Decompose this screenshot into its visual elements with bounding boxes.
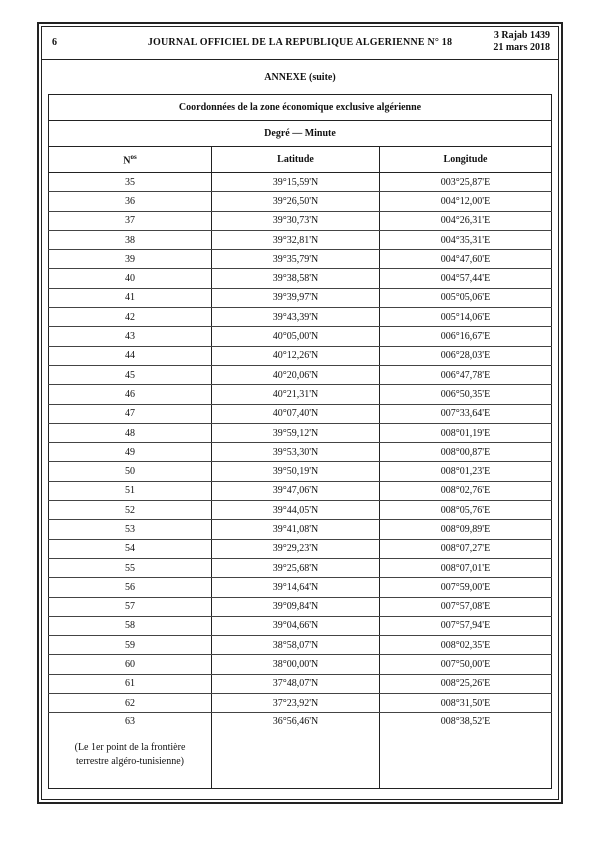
cell-longitude: 003°25,87'E bbox=[380, 173, 552, 192]
column-header-number-label: N bbox=[123, 155, 131, 167]
border-point-note bbox=[49, 741, 211, 769]
table-row bbox=[49, 597, 552, 616]
cell-latitude: 37°23,92'N bbox=[212, 694, 380, 713]
cell-longitude: 007°33,64'E bbox=[380, 404, 552, 423]
table-row bbox=[49, 385, 552, 404]
cell-number: 46 bbox=[49, 385, 212, 404]
cell-latitude: 40°20,06'N bbox=[212, 365, 380, 384]
cell-number: 44 bbox=[49, 346, 212, 365]
cell-longitude: 005°05,06'E bbox=[380, 288, 552, 307]
coordinates-table bbox=[48, 94, 552, 789]
cell-latitude: 39°30,73'N bbox=[212, 211, 380, 230]
cell-longitude: 004°47,60'E bbox=[380, 250, 552, 269]
cell-longitude: 005°14,06'E bbox=[380, 308, 552, 327]
cell-longitude: 007°57,08'E bbox=[380, 597, 552, 616]
cell-number: 49 bbox=[49, 443, 212, 462]
table-row bbox=[49, 346, 552, 365]
table-row bbox=[49, 674, 552, 693]
table-row bbox=[49, 269, 552, 288]
table-row bbox=[49, 327, 552, 346]
cell-latitude: 39°04,66'N bbox=[212, 616, 380, 635]
cell-longitude: 006°47,78'E bbox=[380, 365, 552, 384]
cell-longitude-last: 008°38,52'E bbox=[380, 713, 552, 789]
table-row bbox=[49, 481, 552, 500]
cell-longitude: 008°25,26'E bbox=[380, 674, 552, 693]
table-row bbox=[49, 558, 552, 577]
cell-longitude: 008°07,27'E bbox=[380, 539, 552, 558]
cell-longitude: 008°00,87'E bbox=[380, 443, 552, 462]
cell-longitude: 007°50,00'E bbox=[380, 655, 552, 674]
column-header-number-sup: os bbox=[130, 152, 137, 161]
cell-latitude: 39°32,81'N bbox=[212, 230, 380, 249]
cell-longitude: 008°02,76'E bbox=[380, 481, 552, 500]
table-row-last bbox=[49, 713, 552, 789]
cell-number: 59 bbox=[49, 636, 212, 655]
cell-number: 50 bbox=[49, 462, 212, 481]
table-row bbox=[49, 288, 552, 307]
column-header-latitude: Latitude bbox=[212, 147, 380, 173]
cell-number: 57 bbox=[49, 597, 212, 616]
cell-latitude: 39°15,59'N bbox=[212, 173, 380, 192]
issue-date bbox=[493, 30, 550, 54]
table-row bbox=[49, 423, 552, 442]
cell-number: 60 bbox=[49, 655, 212, 674]
cell-longitude: 008°31,50'E bbox=[380, 694, 552, 713]
table-row bbox=[49, 501, 552, 520]
cell-number: 61 bbox=[49, 674, 212, 693]
page-number: 6 bbox=[52, 37, 57, 48]
cell-latitude: 39°09,84'N bbox=[212, 597, 380, 616]
cell-number: 36 bbox=[49, 192, 212, 211]
cell-latitude: 40°21,31'N bbox=[212, 385, 380, 404]
cell-number: 55 bbox=[49, 558, 212, 577]
cell-latitude: 38°58,07'N bbox=[212, 636, 380, 655]
cell-latitude: 37°48,07'N bbox=[212, 674, 380, 693]
cell-longitude: 004°26,31'E bbox=[380, 211, 552, 230]
cell-latitude: 39°29,23'N bbox=[212, 539, 380, 558]
cell-number: 48 bbox=[49, 423, 212, 442]
cell-longitude: 007°57,94'E bbox=[380, 616, 552, 635]
cell-longitude: 008°01,23'E bbox=[380, 462, 552, 481]
cell-latitude: 39°35,79'N bbox=[212, 250, 380, 269]
cell-number: 42 bbox=[49, 308, 212, 327]
cell-latitude: 40°12,26'N bbox=[212, 346, 380, 365]
cell-longitude: 004°12,00'E bbox=[380, 192, 552, 211]
cell-latitude: 39°25,68'N bbox=[212, 558, 380, 577]
cell-longitude: 008°01,19'E bbox=[380, 423, 552, 442]
annex-title: ANNEXE (suite) bbox=[264, 72, 336, 83]
cell-latitude: 39°59,12'N bbox=[212, 423, 380, 442]
cell-longitude: 008°09,89'E bbox=[380, 520, 552, 539]
table-row bbox=[49, 192, 552, 211]
table-row bbox=[49, 443, 552, 462]
cell-latitude: 38°00,00'N bbox=[212, 655, 380, 674]
cell-number: 37 bbox=[49, 211, 212, 230]
table-row bbox=[49, 404, 552, 423]
cell-number: 51 bbox=[49, 481, 212, 500]
cell-latitude: 39°14,64'N bbox=[212, 578, 380, 597]
cell-latitude: 39°43,39'N bbox=[212, 308, 380, 327]
cell-number: 45 bbox=[49, 365, 212, 384]
table-row bbox=[49, 462, 552, 481]
table-row bbox=[49, 520, 552, 539]
cell-number: 35 bbox=[49, 173, 212, 192]
table-body bbox=[49, 173, 552, 789]
hijri-date: 3 Rajab 1439 bbox=[493, 30, 550, 41]
table-row bbox=[49, 636, 552, 655]
cell-number: 52 bbox=[49, 501, 212, 520]
cell-latitude: 39°38,58'N bbox=[212, 269, 380, 288]
cell-number: 40 bbox=[49, 269, 212, 288]
cell-number: 54 bbox=[49, 539, 212, 558]
column-header-longitude: Longitude bbox=[380, 147, 552, 173]
cell-longitude: 006°16,67'E bbox=[380, 327, 552, 346]
gregorian-date: 21 mars 2018 bbox=[493, 42, 550, 53]
note-line-2: terrestre algéro-tunisienne) bbox=[75, 756, 184, 768]
table-unit: Degré — Minute bbox=[49, 121, 552, 147]
cell-longitude: 006°28,03'E bbox=[380, 346, 552, 365]
cell-longitude: 004°57,44'E bbox=[380, 269, 552, 288]
cell-longitude: 008°05,76'E bbox=[380, 501, 552, 520]
cell-number: 41 bbox=[49, 288, 212, 307]
note-line-1: (Le 1er point de la frontière bbox=[74, 742, 186, 754]
cell-number: 53 bbox=[49, 520, 212, 539]
table-row bbox=[49, 616, 552, 635]
cell-longitude: 008°02,35'E bbox=[380, 636, 552, 655]
cell-longitude: 007°59,00'E bbox=[380, 578, 552, 597]
page-header bbox=[42, 27, 558, 60]
cell-longitude: 004°35,31'E bbox=[380, 230, 552, 249]
cell-latitude: 40°07,40'N bbox=[212, 404, 380, 423]
cell-number: 43 bbox=[49, 327, 212, 346]
cell-number-last bbox=[49, 713, 212, 789]
cell-latitude: 39°50,19'N bbox=[212, 462, 380, 481]
table-row bbox=[49, 250, 552, 269]
cell-number: 62 bbox=[49, 694, 212, 713]
cell-latitude: 39°39,97'N bbox=[212, 288, 380, 307]
column-header-number bbox=[49, 147, 212, 173]
cell-latitude: 39°41,08'N bbox=[212, 520, 380, 539]
cell-latitude-last: 36°56,46'N bbox=[212, 713, 380, 789]
cell-number: 47 bbox=[49, 404, 212, 423]
cell-latitude: 39°44,05'N bbox=[212, 501, 380, 520]
cell-longitude: 008°07,01'E bbox=[380, 558, 552, 577]
table-row bbox=[49, 173, 552, 192]
journal-title: JOURNAL OFFICIEL DE LA REPUBLIQUE ALGERIENNE N° 18 bbox=[147, 37, 453, 48]
table-row bbox=[49, 539, 552, 558]
table-row bbox=[49, 655, 552, 674]
cell-number: 58 bbox=[49, 616, 212, 635]
table-row bbox=[49, 211, 552, 230]
cell-latitude: 39°26,50'N bbox=[212, 192, 380, 211]
cell-latitude: 39°53,30'N bbox=[212, 443, 380, 462]
table-row bbox=[49, 365, 552, 384]
cell-longitude: 006°50,35'E bbox=[380, 385, 552, 404]
cell-number: 38 bbox=[49, 230, 212, 249]
table-row bbox=[49, 230, 552, 249]
table-row bbox=[49, 578, 552, 597]
table-row bbox=[49, 694, 552, 713]
cell-number: 39 bbox=[49, 250, 212, 269]
table-row bbox=[49, 308, 552, 327]
cell-latitude: 40°05,00'N bbox=[212, 327, 380, 346]
cell-number: 56 bbox=[49, 578, 212, 597]
point-number: 63 bbox=[125, 716, 135, 728]
table-caption: Coordonnées de la zone économique exclusive algérienne bbox=[49, 95, 552, 121]
cell-latitude: 39°47,06'N bbox=[212, 481, 380, 500]
